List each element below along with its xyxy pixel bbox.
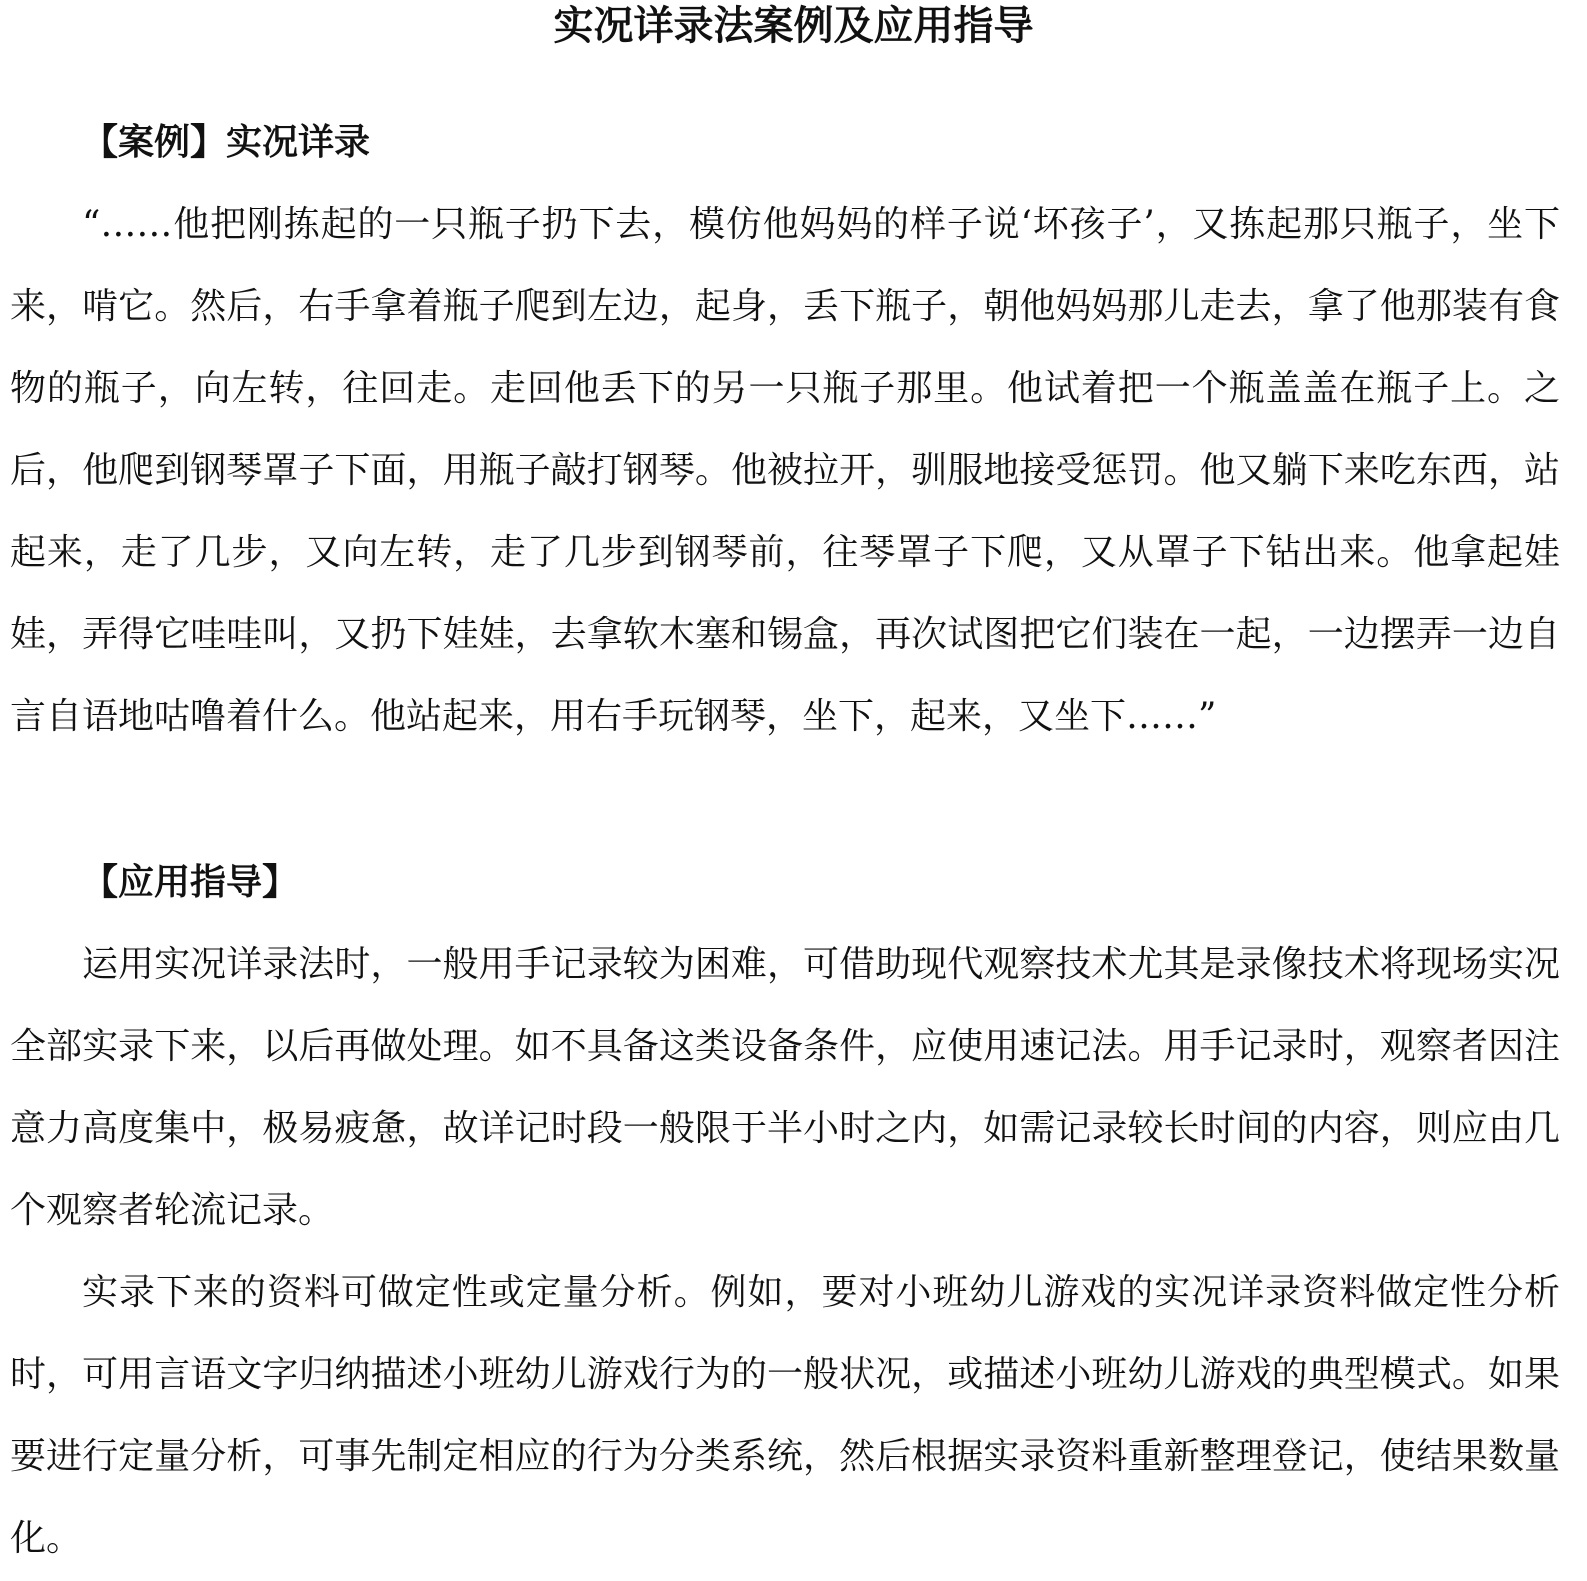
- case-paragraph: “……他把刚拣起的一只瓶子扔下去，模仿他妈妈的样子说‘坏孩子’，又拣起那只瓶子，坐下来，啃它。然后，右手拿着瓶子爬到左边，起身，丢下瓶子，朝他妈妈那儿走去，拿了他那装有食物的瓶子，向左转，往回走。走回他丢下的另一只瓶子那里。他试着把一个瓶盖盖在瓶子上。之后，他爬到钢琴罩子下面，用瓶子敲打钢琴。他被拉开，驯服地接受惩罚。他又躺下来吃东西，站起来，走了几步，又向左转，走了几步到钢琴前，往琴罩子下爬，又从罩子下钻出来。他拿起娃娃，弄得它哇哇叫，又扔下娃娃，去拿软木塞和锡盒，再次试图把它们装在一起，一边摆弄一边自言自语地咕噜着什么。他站起来，用右手玩钢琴，坐下，起来，又坐下……”: [10, 204, 1560, 737]
- guidance-paragraph-2: 实录下来的资料可做定性或定量分析。例如，要对小班幼儿游戏的实况详录资料做定性分析时，可用言语文字归纳描述小班幼儿游戏行为的一般状况，或描述小班幼儿游戏的典型模式。如果要进行定量分析，可事先制定相应的行为分类系统，然后根据实录资料重新整理登记，使结果数量化。: [10, 1272, 1560, 1559]
- guidance-heading: 【应用指导】: [82, 861, 299, 903]
- document-title: 实况详录法案例及应用指导: [553, 2, 1034, 49]
- guidance-paragraph-1: 运用实况详录法时，一般用手记录较为困难，可借助现代观察技术尤其是录像技术将现场实况全部实录下来，以后再做处理。如不具备这类设备条件，应使用速记法。用手记录时，观察者因注意力高度集中，极易疲惫，故详记时段一般限于半小时之内，如需记录较长时间的内容，则应由几个观察者轮流记录。: [10, 944, 1560, 1231]
- case-heading: 【案例】实况详录: [82, 121, 371, 163]
